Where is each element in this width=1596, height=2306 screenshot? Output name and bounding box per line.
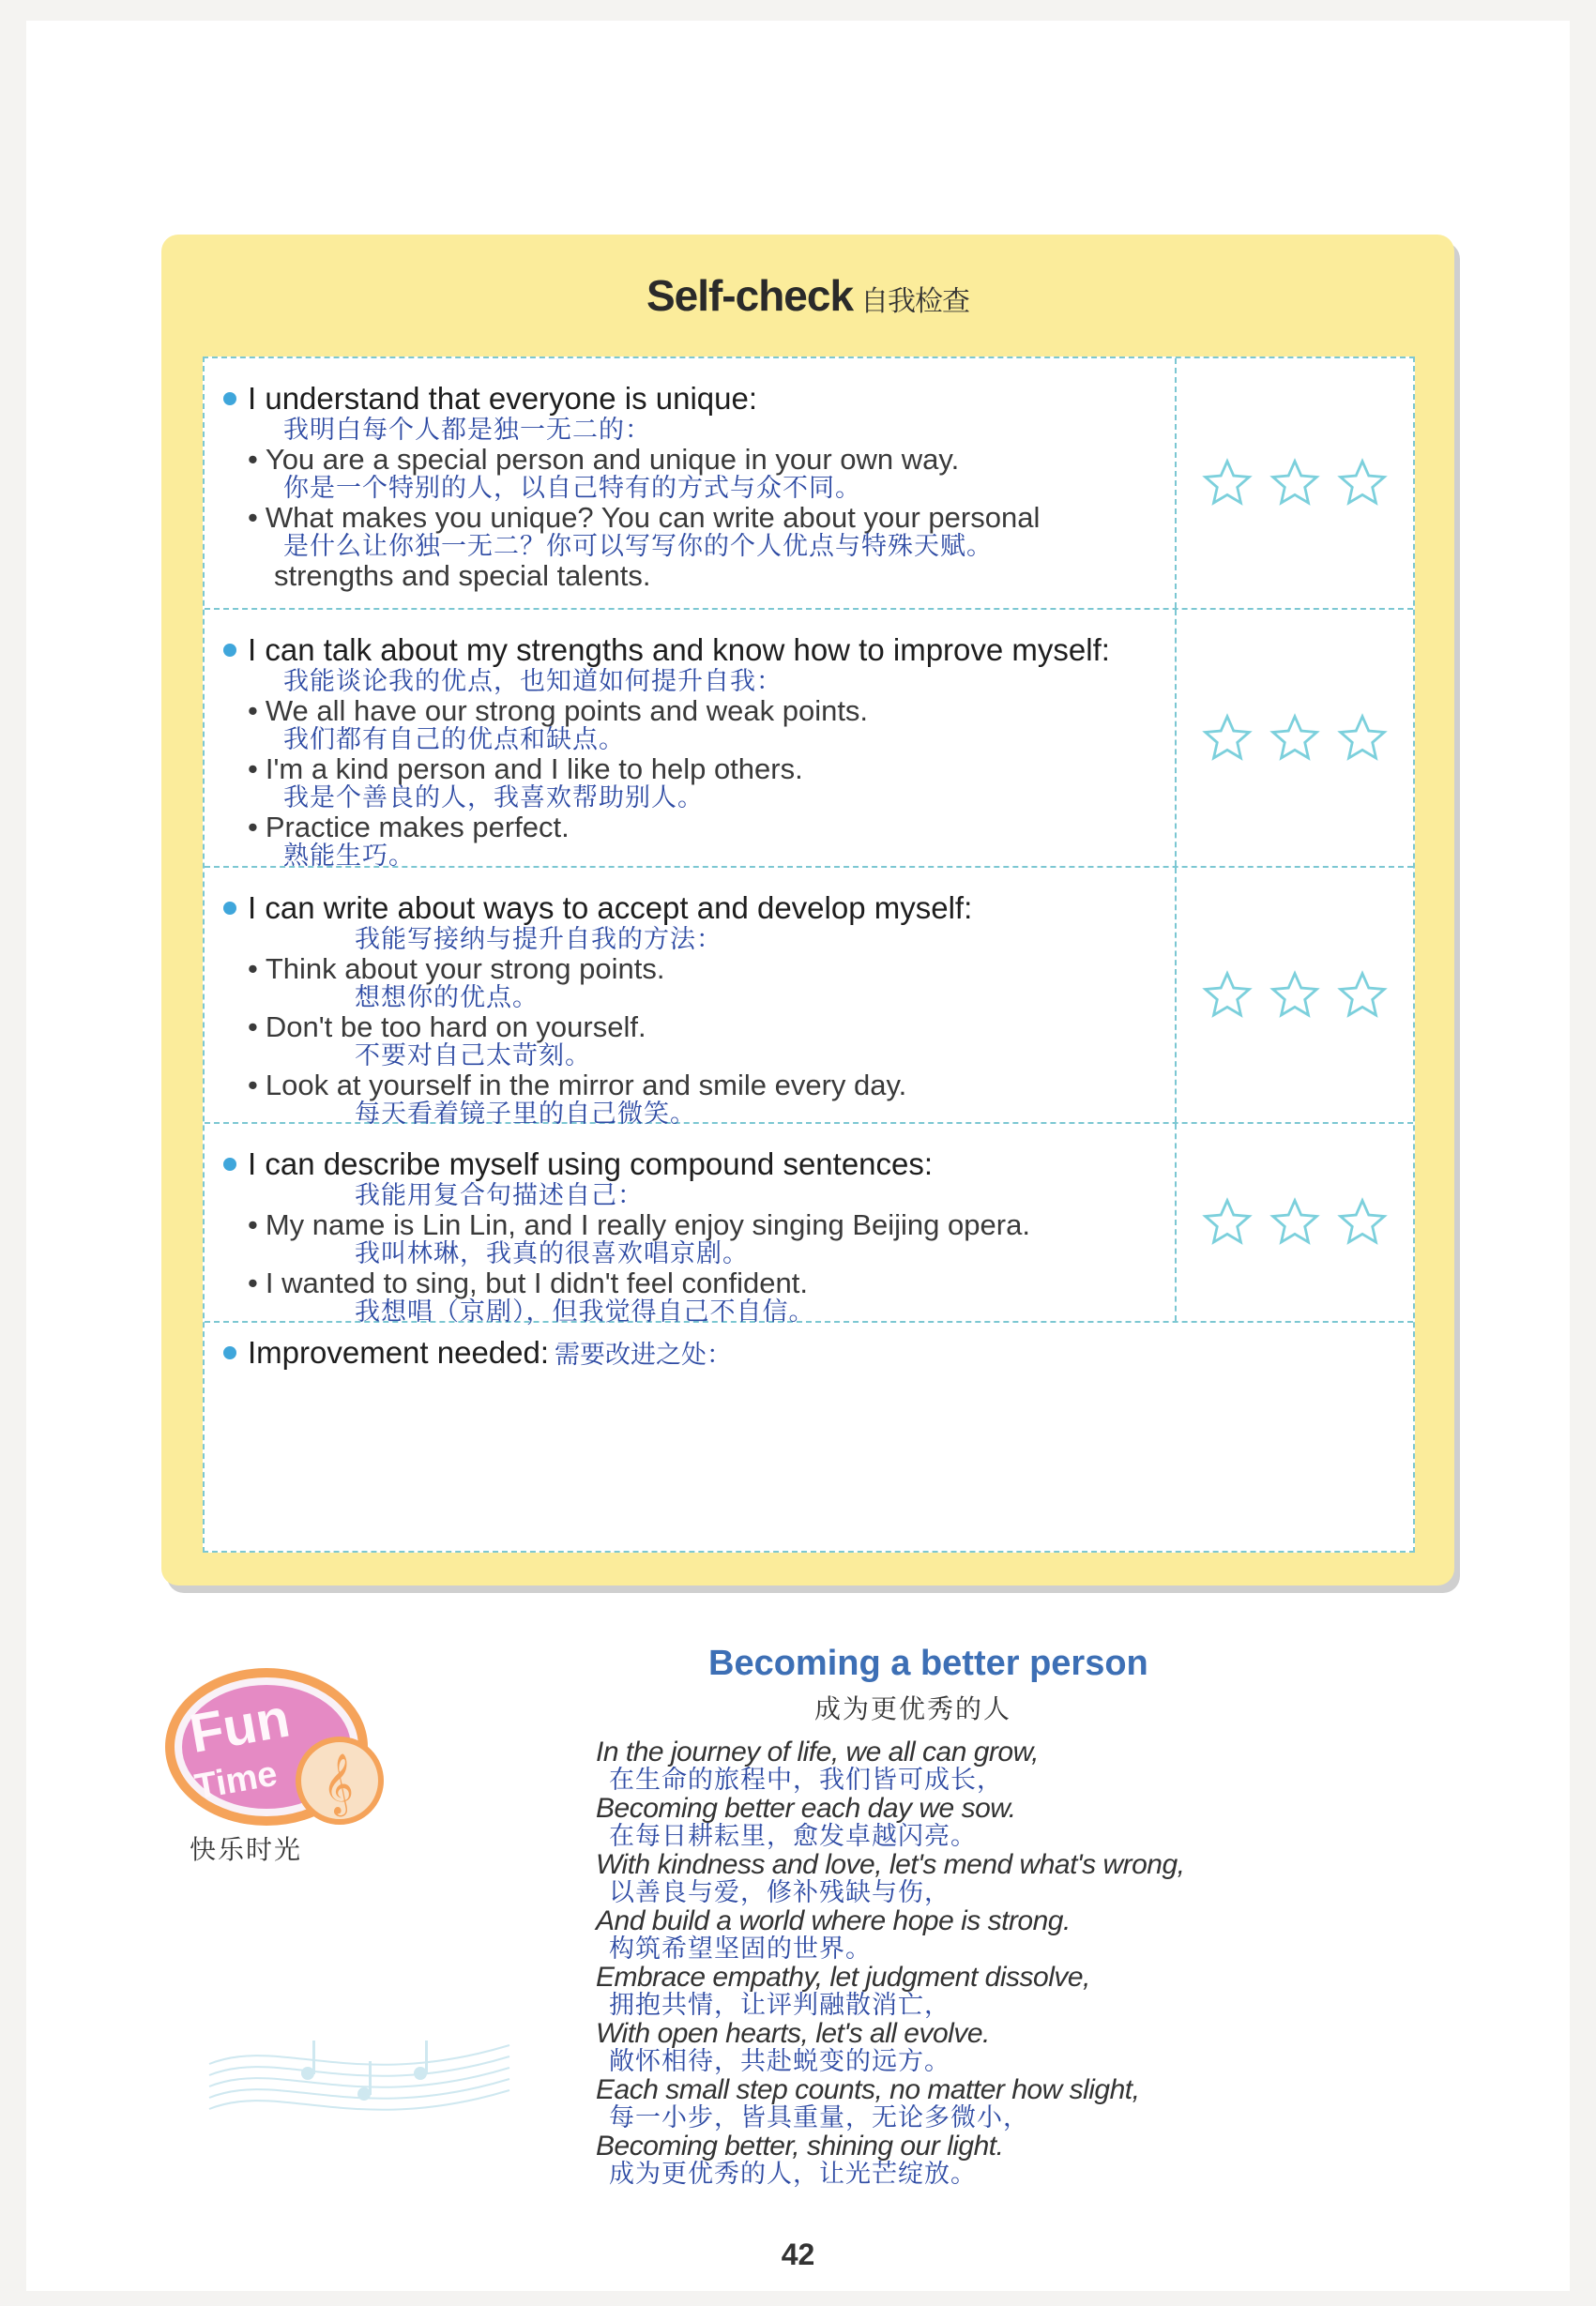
- star-icon[interactable]: [1201, 969, 1254, 1022]
- star-rating: [1175, 1124, 1413, 1321]
- page-number: 42: [781, 2238, 815, 2271]
- self-check-card: [161, 235, 1454, 1585]
- poem-line: Becoming better, shining our light.: [596, 2131, 1004, 2162]
- self-check-table: [203, 357, 1415, 1553]
- list-item-continued: strengths and special talents.: [274, 559, 651, 592]
- poem-line-zh: 敞怀相待，共赴蜕变的远方。: [609, 2047, 950, 2076]
- row-heading: I can talk about my strengths and know how to improve myself:: [223, 632, 1162, 668]
- poem-line: And build a world where hope is strong.: [596, 1905, 1071, 1936]
- row-heading: I understand that everyone is unique:: [223, 381, 1162, 417]
- list-item: • Think about your strong points.: [248, 952, 665, 985]
- self-check-row-1: [205, 358, 1413, 610]
- poem-line-zh: 构筑希望坚固的世界。: [609, 1934, 872, 1964]
- star-icon[interactable]: [1336, 1196, 1389, 1249]
- list-item: • I wanted to sing, but I didn't feel confident.: [248, 1267, 808, 1299]
- bullet-icon: [223, 902, 236, 915]
- list-item-zh: 想想你的优点。: [355, 983, 539, 1012]
- star-rating: [1175, 868, 1413, 1122]
- fun-label: Fun: [185, 1687, 295, 1765]
- poem-line: With open hearts, let's all evolve.: [596, 2018, 990, 2049]
- poem-line-zh: 在生命的旅程中，我们皆可成长，: [609, 1766, 1003, 1795]
- poem-line: Embrace empathy, let judgment dissolve,: [596, 1962, 1090, 1993]
- row-heading-zh: 我能谈论我的优点，也知道如何提升自我：: [283, 667, 783, 696]
- bullet-icon: [223, 644, 236, 657]
- poem-line: Becoming better each day we sow.: [596, 1793, 1016, 1824]
- poem-line-zh: 成为更优秀的人，让光芒绽放。: [609, 2160, 977, 2189]
- list-item-zh: 每天看着镜子里的自己微笑。: [355, 1100, 696, 1129]
- star-icon[interactable]: [1269, 457, 1321, 509]
- poem-line: Each small step counts, no matter how slight,: [596, 2074, 1140, 2105]
- improvement-writing-area[interactable]: [223, 1381, 1387, 1531]
- star-icon[interactable]: [1336, 457, 1389, 509]
- star-icon[interactable]: [1336, 712, 1389, 765]
- poem-line-zh: 每一小步，皆具重量，无论多微小，: [609, 2103, 1029, 2132]
- poem-title: Becoming a better person: [708, 1644, 1148, 1683]
- row-heading-zh: 我能写接纳与提升自我的方法：: [355, 925, 722, 954]
- treble-clef-icon: 𝄞: [323, 1753, 355, 1814]
- list-item: • Don't be too hard on yourself.: [248, 1010, 646, 1043]
- poem-title-zh: 成为更优秀的人: [814, 1693, 1012, 1724]
- bullet-icon: [223, 392, 236, 405]
- list-item-zh: 我们都有自己的优点和缺点。: [283, 725, 625, 754]
- star-icon[interactable]: [1269, 1196, 1321, 1249]
- list-item: • I'm a kind person and I like to help others.: [248, 752, 803, 785]
- list-item: • My name is Lin Lin, and I really enjoy singing Beijing opera.: [248, 1208, 1030, 1241]
- row-heading-zh: 我能用复合句描述自己：: [355, 1181, 644, 1210]
- list-item-zh: 是什么让你独一无二？你可以写写你的个人优点与特殊天赋。: [283, 532, 993, 561]
- list-item-zh: 我叫林琳，我真的很喜欢唱京剧。: [355, 1239, 749, 1268]
- self-check-title-zh: 自我检查: [860, 285, 970, 318]
- list-item: • We all have our strong points and weak points.: [248, 694, 869, 727]
- star-icon[interactable]: [1269, 969, 1321, 1022]
- music-staff-icon: [205, 2008, 514, 2139]
- poem-line: In the journey of life, we all can grow,: [596, 1737, 1039, 1767]
- row-heading: I can write about ways to accept and develop myself:: [223, 890, 1162, 926]
- bullet-icon: [223, 1158, 236, 1171]
- self-check-row-2: [205, 610, 1413, 871]
- star-icon[interactable]: [1201, 457, 1254, 509]
- list-item-zh: 我是个善良的人，我喜欢帮助别人。: [283, 783, 704, 812]
- row-heading: I can describe myself using compound sentences:: [223, 1146, 1162, 1182]
- poem-line-zh: 在每日耕耘里，愈发卓越闪亮。: [609, 1822, 977, 1851]
- star-icon[interactable]: [1201, 712, 1254, 765]
- self-check-row-4: [205, 1124, 1413, 1327]
- list-item-zh: 你是一个特别的人，以自己特有的方式与众不同。: [283, 474, 861, 503]
- poem: [596, 1738, 1271, 2189]
- poem-line: With kindness and love, let's mend what's wrong,: [596, 1849, 1185, 1880]
- poem-line-zh: 拥抱共情，让评判融散消亡，: [609, 1991, 950, 2020]
- star-rating: [1175, 358, 1413, 608]
- list-item: • Look at yourself in the mirror and smile every day.: [248, 1069, 907, 1101]
- self-check-row-3: [205, 868, 1413, 1129]
- list-item-zh: 我想唱（京剧），但我觉得自己不自信。: [355, 1297, 815, 1327]
- list-item-zh: 熟能生巧。: [283, 842, 415, 871]
- time-label: Time: [191, 1753, 281, 1808]
- list-item: • Practice makes perfect.: [248, 811, 570, 843]
- list-item-zh: 不要对自己太苛刻。: [355, 1041, 591, 1070]
- row-heading-zh: 我明白每个人都是独一无二的：: [283, 416, 651, 445]
- list-item: • What makes you unique? You can write about your personal: [248, 501, 1041, 534]
- improvement-needed: Improvement needed: 需要改进之处：: [223, 1334, 732, 1371]
- star-icon[interactable]: [1201, 1196, 1254, 1249]
- star-rating: [1175, 610, 1413, 866]
- star-icon[interactable]: [1336, 969, 1389, 1022]
- fun-time-caption: 快乐时光: [190, 1834, 303, 1865]
- list-item: • You are a special person and unique in your own way.: [248, 443, 960, 476]
- bullet-icon: [223, 1346, 236, 1359]
- poem-line-zh: 以善良与爱，修补残缺与伤，: [609, 1878, 950, 1907]
- fun-time-badge: [161, 1661, 396, 1839]
- star-icon[interactable]: [1269, 712, 1321, 765]
- self-check-title: Self-check 自我检查: [646, 271, 970, 320]
